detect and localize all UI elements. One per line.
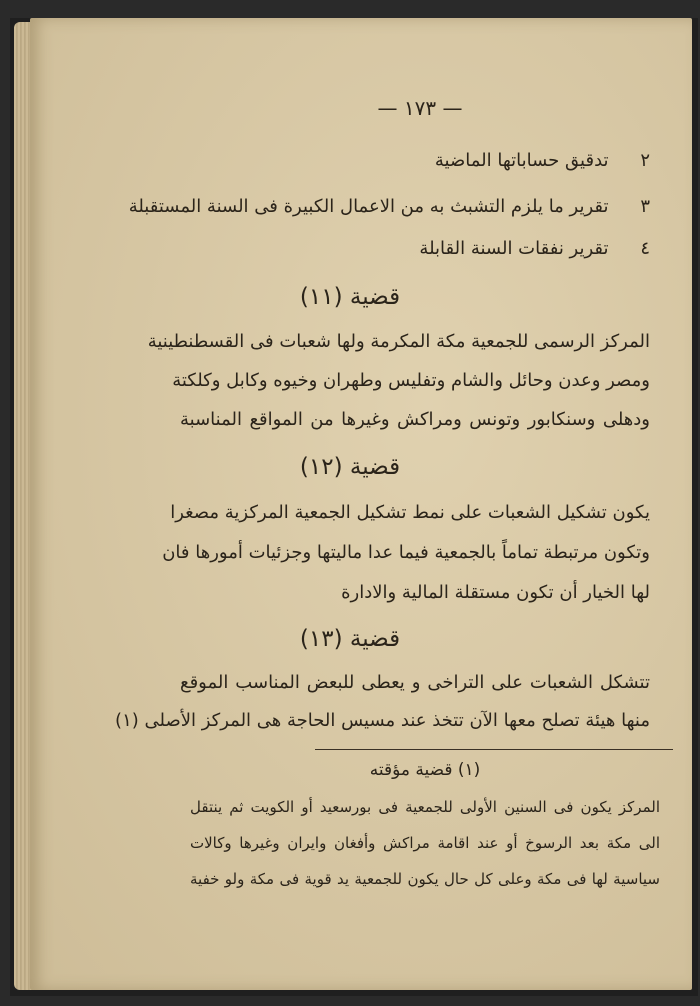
body-line: لها الخيار أن تكون مستقلة المالية والادارة xyxy=(341,582,650,603)
body-line: منها هيئة تصلح معها الآن تتخذ عند مسيس الحاجة هى المركز الأصلى (١) xyxy=(115,710,650,731)
footnote-line: الى مكة بعد الرسوخ أو عند اقامة مراكش وأفغان وايران وغيرها وكالات xyxy=(190,834,660,852)
footnote-separator xyxy=(315,749,673,750)
footnote-heading: (١) قضية مؤقته xyxy=(369,760,481,780)
body-line: وتكون مرتبطة تماماً بالجمعية فيما عدا ماليتها وجزئيات أمورها فان xyxy=(162,542,650,563)
body-line: تتشكل الشعبات على التراخى و يعطى للبعض المناسب الموقع xyxy=(180,672,650,693)
list-item: ٤ تقرير نفقات السنة القابلة xyxy=(419,238,650,259)
page-number: — ١٧٣ — xyxy=(377,96,463,120)
list-item: ٢ تدقيق حساباتها الماضية xyxy=(434,150,650,171)
list-item: ٣ تقرير ما يلزم التشبث به من الاعمال الكبيرة فى السنة المستقبلة xyxy=(128,196,650,217)
body-line: يكون تشكيل الشعبات على نمط تشكيل الجمعية المركزية مصغرا xyxy=(170,502,650,523)
section-heading: قضية (١٢) xyxy=(299,454,401,480)
footnote-line: سياسية لها فى مكة وعلى كل حال يكون للجمعية يد قوية فى مكة ولو خفية xyxy=(190,870,660,888)
footnote-line: المركز يكون فى السنين الأولى للجمعية فى بورسعيد أو الكويت ثم ينتقل xyxy=(190,798,660,816)
body-line: المركز الرسمى للجمعية مكة المكرمة ولها شعبات فى القسطنطينية xyxy=(147,331,650,352)
body-line: ومصر وعدن وحائل والشام وتفليس وطهران وخيوه وكابل وكلكتة xyxy=(172,370,650,391)
section-heading: قضية (١١) xyxy=(299,284,401,310)
section-heading: قضية (١٣) xyxy=(299,626,401,652)
body-line: ودهلى وسنكابور وتونس ومراكش وغيرها من المواقع المناسبة xyxy=(180,409,650,430)
